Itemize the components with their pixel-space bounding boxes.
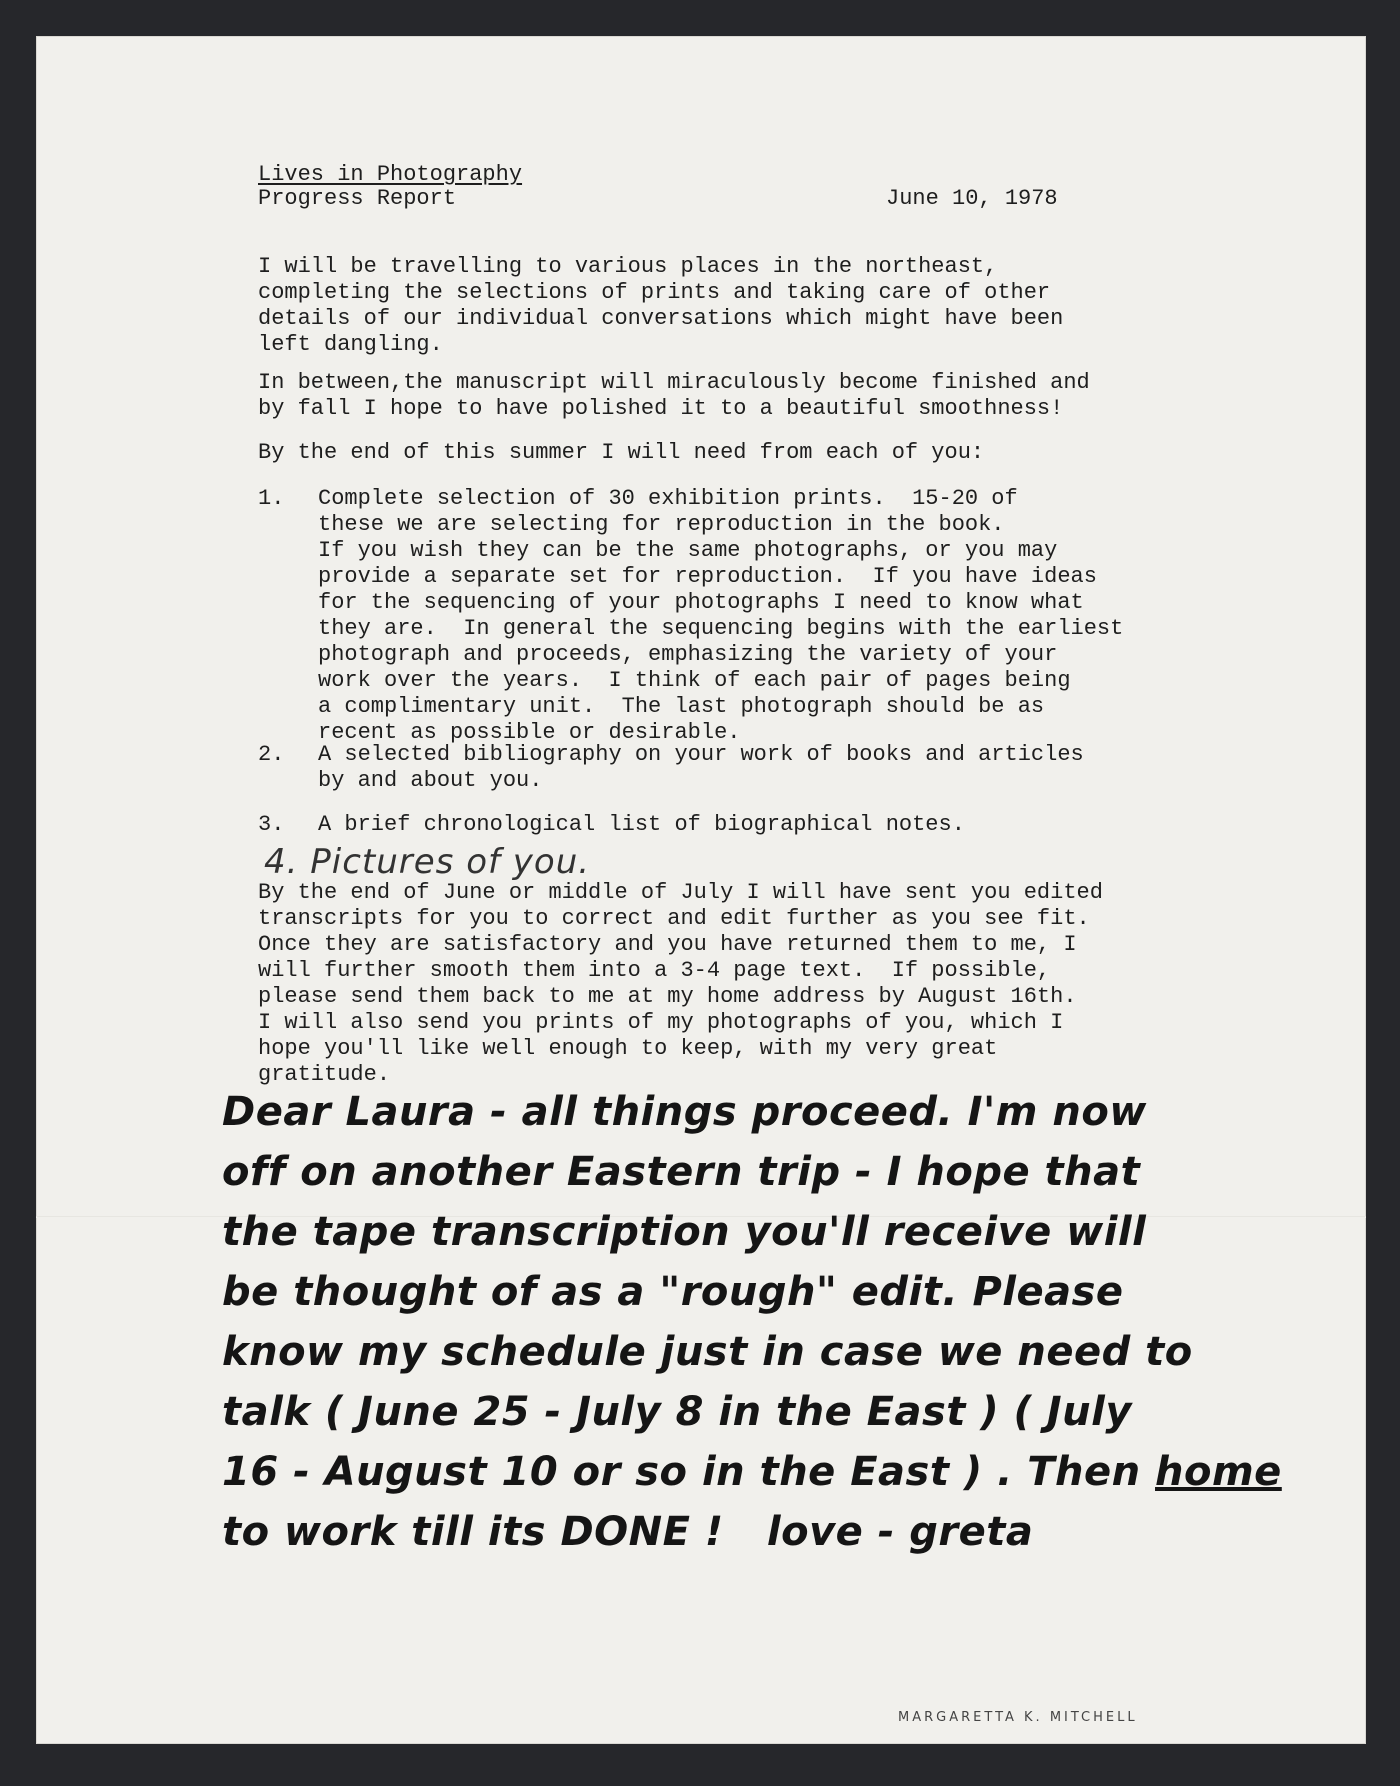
document-subtitle: Progress Report — [258, 186, 457, 211]
document-title: Lives in Photography — [258, 162, 523, 187]
list-item-number: 1. — [258, 486, 285, 511]
paragraph-manuscript: In between,the manuscript will miraculously become finished and by fall I hope to have polished it to a beautiful smoothness! — [258, 370, 1090, 421]
note-line — [222, 1442, 1282, 1502]
printed-signature-name: MARGARETTA K. MITCHELL — [898, 1710, 1138, 1725]
list-item-number: 2. — [258, 742, 285, 767]
note-line-text: 16 - August 10 or so in the East ) . Then — [222, 1449, 1156, 1495]
note-line: talk ( June 25 - July 8 in the East ) ( July — [222, 1389, 1132, 1435]
note-line-closing: to work till its DONE ! love - greta — [222, 1509, 1034, 1555]
list-item-number: 3. — [258, 812, 285, 837]
list-item-biography: A brief chronological list of biographical notes. — [318, 812, 965, 837]
paragraph-transcripts: By the end of June or middle of July I will have sent you edited transcripts for you to correct and edit further as you see fit. Once they are satisfactory and you have returned them to me, I will further smooth them into a 3-4 page text. If possible, please send them back to me at my home address by August 16th. I will also send you prints of my photographs of you, which I hope you'll like well enough to keep, with my very great gratitude. — [258, 880, 1103, 1087]
note-underlined-home: home — [1155, 1449, 1282, 1495]
list-item-prints: Complete selection of 30 exhibition prints. 15-20 of these we are selecting for reproduction in the book. If you wish they can be the same photographs, or you may provide a separate set for reproduction. If you have ideas for the sequencing of your photographs I need to know what they are. In general the sequencing begins with the earliest photograph and proceeds, emphasizing the variety of your work over the years. I think of each pair of pages being a complimentary unit. The last photograph should be as recent as possible or desirable. — [318, 486, 1124, 745]
paragraph-needs: By the end of this summer I will need from each of you: — [258, 440, 985, 465]
note-line: know my schedule just in case we need to — [222, 1329, 1193, 1375]
note-line: off on another Eastern trip - I hope that — [222, 1149, 1141, 1195]
letter-page — [36, 36, 1366, 1744]
list-item-bibliography: A selected bibliography on your work of books and articles by and about you. — [318, 742, 1084, 793]
note-line: Dear Laura - all things proceed. I'm now — [222, 1089, 1147, 1135]
note-line: the tape transcription you'll receive will — [222, 1209, 1147, 1255]
paragraph-travel: I will be travelling to various places in the northeast, completing the selections of prints and taking care of other details of our individual conversations which might have been left dangling. — [258, 254, 1064, 357]
handwritten-item-pictures: 4. Pictures of you. — [264, 842, 591, 882]
document-date: June 10, 1978 — [886, 186, 1058, 211]
note-line: be thought of as a "rough" edit. Please — [222, 1269, 1124, 1315]
